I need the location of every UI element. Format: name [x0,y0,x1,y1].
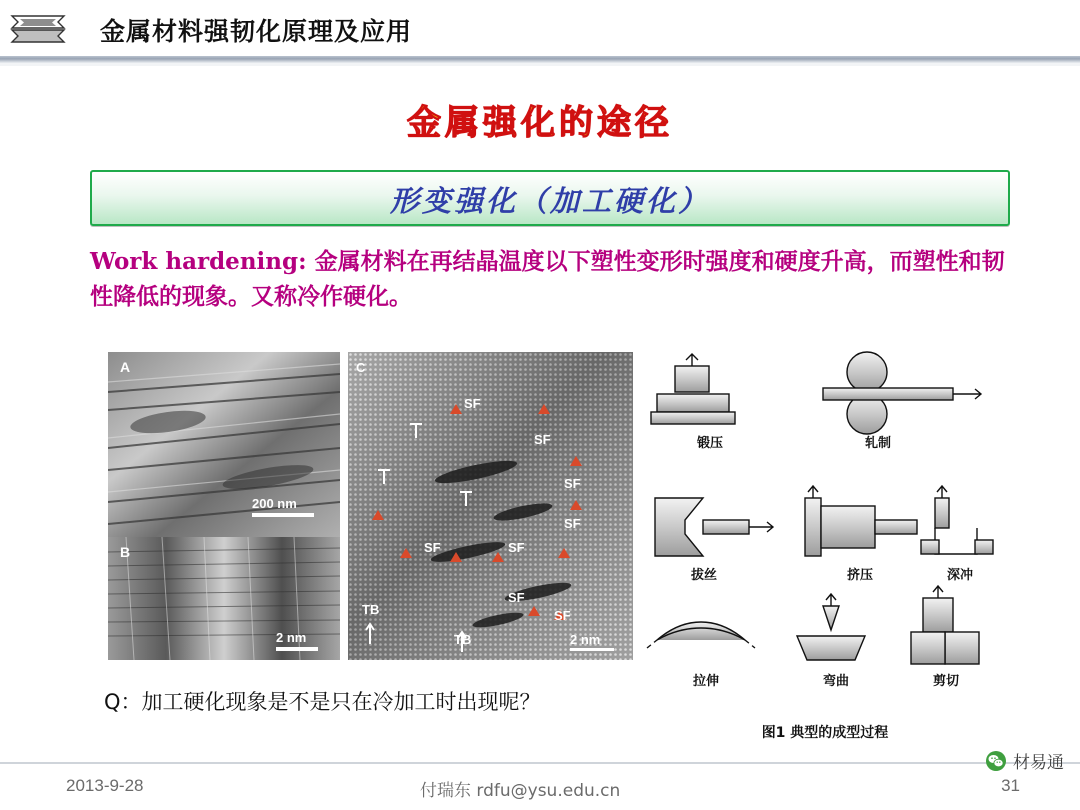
page-title: 金属强化的途径 [407,103,673,143]
section-banner [90,170,1010,226]
course-title: 金属材料强韧化原理及应用 [100,17,413,46]
process-label-deep-drawing: 深冲 [946,568,973,583]
ysu-emblem-icon [10,12,66,46]
tem-figure-left [108,352,340,660]
svg-text:2 nm: 2 nm [570,632,601,647]
tem-figure-middle [348,352,633,660]
svg-text:C: C [356,360,366,375]
svg-text:SF: SF [564,516,581,531]
tem-figure-middle-image [348,352,633,660]
watermark [985,748,1064,773]
forming-processes-diagram [645,348,1005,733]
process-label-shearing: 剪切 [932,674,959,689]
tem-figure-left-image [108,352,340,660]
svg-text:SF: SF [564,476,581,491]
definition-term: Work hardening: [90,248,307,275]
header-divider-secondary [0,63,1080,66]
footer-divider [0,762,1080,764]
svg-text:200 nm: 200 nm [252,496,297,511]
process-label-drawing: 拔丝 [690,568,717,583]
process-label-forging: 锻压 [696,436,723,451]
watermark-label: 材易通 [1013,753,1064,773]
svg-text:SF: SF [554,608,571,623]
svg-text:SF: SF [534,432,551,447]
svg-text:TB: TB [454,632,472,647]
svg-text:B: B [120,544,131,560]
section-banner-label: 形变强化（加工硬化） [389,184,710,218]
definition-text: 金属材料在再结晶温度以下塑性变形时强度和硬度升高，而塑性和韧性降低的现象。又称冷作硬化。 [90,249,1005,310]
process-label-extrusion: 挤压 [846,568,873,583]
question-text: Q：加工硬化现象是不是只在冷加工时出现呢？ [104,690,541,714]
definition-paragraph [90,245,1020,314]
svg-text:SF: SF [508,540,525,555]
svg-text:SF: SF [424,540,441,555]
slide-header [0,0,1080,58]
svg-text:TB: TB [362,602,380,617]
svg-text:A: A [120,359,131,375]
figure-caption: 图1 典型的成型过程 [761,725,889,741]
footer-date: 2013-9-28 [66,776,144,795]
svg-text:2 nm: 2 nm [276,630,307,645]
wechat-icon [985,750,1007,772]
process-label-rolling: 轧制 [864,436,891,451]
footer-page-number: 31 [1001,776,1020,795]
footer-author: 付瑞东 rdfu@ysu.edu.cn [420,781,621,801]
process-label-bending: 弯曲 [822,674,849,689]
svg-text:SF: SF [508,590,525,605]
process-label-tension: 拉伸 [692,674,719,689]
svg-text:SF: SF [464,396,481,411]
